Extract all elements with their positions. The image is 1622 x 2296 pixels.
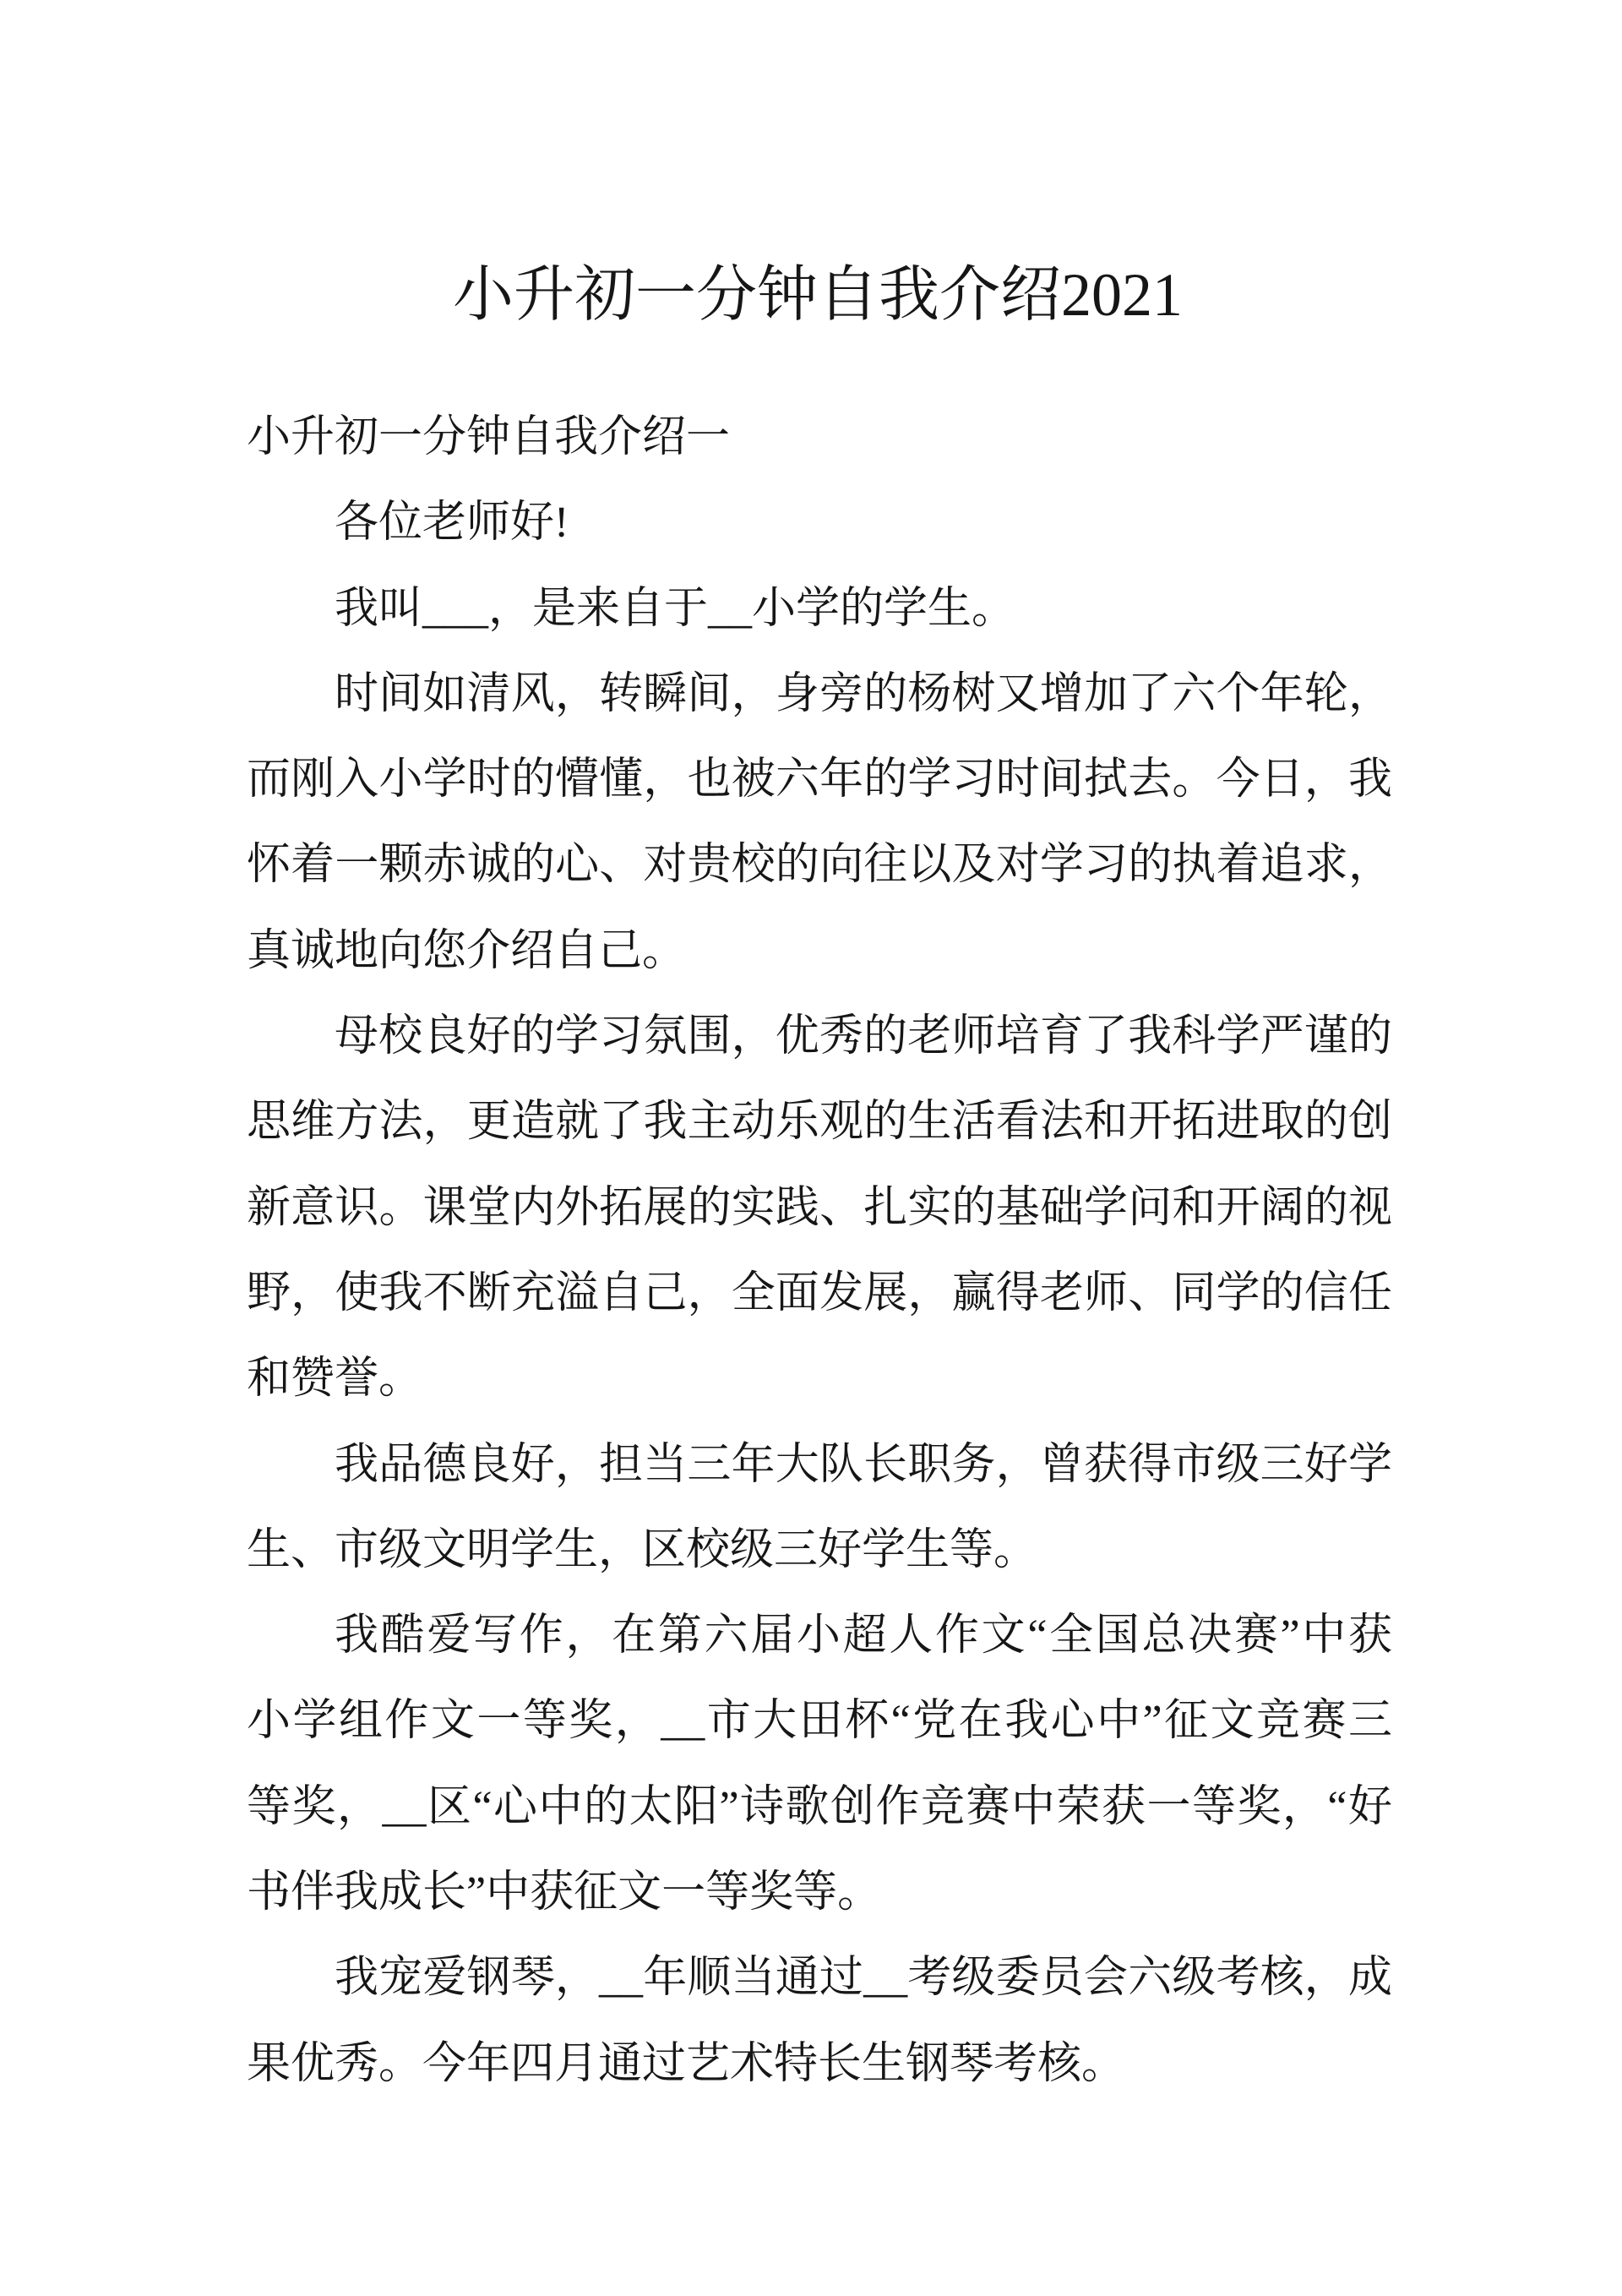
paragraph-line: 我品德良好，担当三年大队长职务，曾获得市级三好学: [335, 1440, 1392, 1489]
paragraph-line: 母校良好的学习氛围，优秀的老师培育了我科学严谨的: [335, 1012, 1392, 1061]
paragraph-intro: [247, 652, 1392, 994]
section-heading: 小升初一分钟自我介绍一: [247, 413, 731, 461]
paragraph-line: 野，使我不断充溢自己，全面发展，赢得老师、同学的信任: [247, 1268, 1392, 1317]
paragraph-line: 等奖，__区“心中的太阳”诗歌创作竞赛中荣获一等奖，“好: [247, 1782, 1392, 1831]
paragraph-line: 我叫___，是来自于__小学的学生。: [335, 584, 1016, 633]
paragraph-line: 小学组作文一等奖，__市大田杯“党在我心中”征文竞赛三: [247, 1697, 1392, 1746]
paragraph-piano: [247, 1935, 1392, 2107]
paragraph-line: 各位老师好!: [335, 499, 569, 548]
paragraph-line: 真诚地向您介绍自己。: [247, 926, 687, 975]
paragraph-line: 和赞誉。: [247, 1355, 423, 1404]
document-body: [247, 395, 1392, 2107]
paragraph-line: 果优秀。今年四月通过艺术特长生钢琴考核。: [247, 2039, 1126, 2088]
paragraph-line: 生、市级文明学生，区校级三好学生等。: [247, 1525, 1038, 1574]
document-title: 小升初一分钟自我介绍2021: [452, 261, 1183, 329]
paragraph-line: 我宠爱钢琴，__年顺当通过__考级委员会六级考核，成: [335, 1954, 1392, 2003]
paragraph-line: 我酷爱写作，在第六届小超人作文“全国总决赛”中获: [335, 1612, 1392, 1661]
paragraph-line: 思维方法，更造就了我主动乐观的生活看法和开拓进取的创: [247, 1098, 1392, 1147]
paragraph-character: [247, 1422, 1392, 1594]
paragraph-line: 而刚入小学时的懵懂，也被六年的学习时间拭去。今日，我: [247, 755, 1392, 804]
paragraph-line: 怀着一颗赤诚的心、对贵校的向往以及对学习的执着追求，: [247, 841, 1392, 890]
paragraph-line: 书伴我成长”中获征文一等奖等。: [247, 1868, 882, 1917]
paragraph-greeting: [247, 480, 1392, 565]
paragraph-line: 时间如清风，转瞬间，身旁的杨树又增加了六个年轮，: [335, 669, 1392, 718]
paragraph-name: [247, 566, 1392, 652]
paragraph-line: 新意识。课堂内外拓展的实践、扎实的基础学问和开阔的视: [247, 1183, 1392, 1232]
paragraph-writing: [247, 1593, 1392, 1935]
paragraph-school: [247, 994, 1392, 1421]
